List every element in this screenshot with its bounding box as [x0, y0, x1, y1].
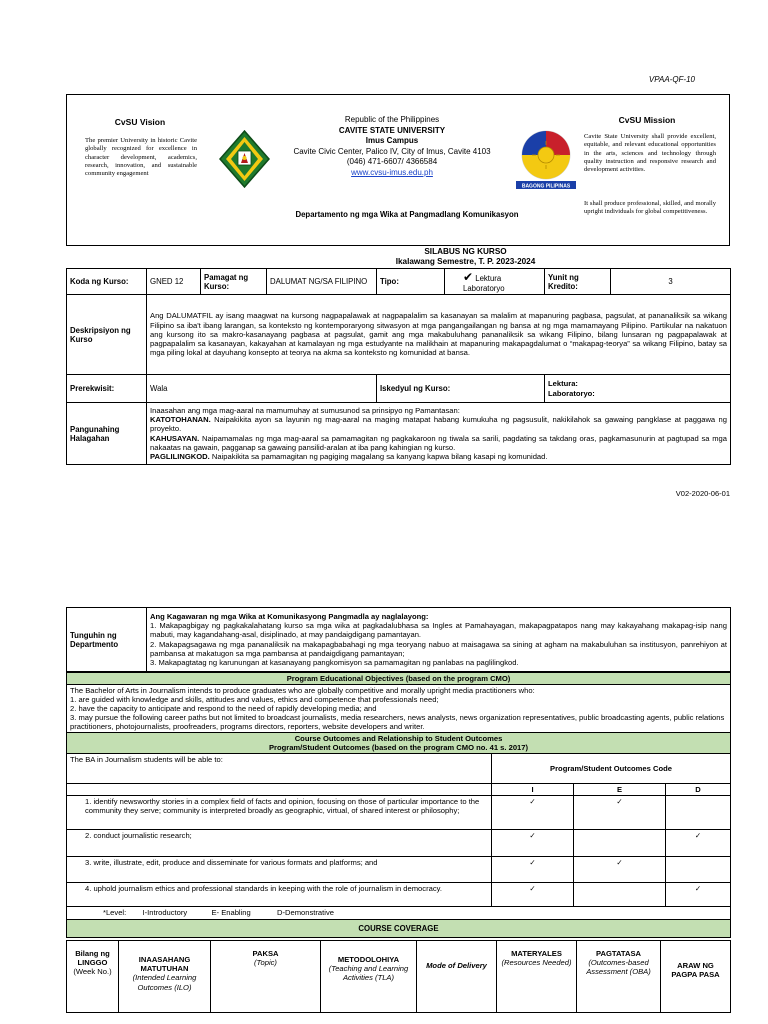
- peo-item-3: 3. may pursue the following career paths but not limited to broadcast journalists, media researchers, news analysts, news organization representatives, public broadcasting agents, public relations practitioners, photojournalists, proofreaders, programs directors, reporters, website developers and writer.: [70, 713, 725, 732]
- prereq-value: Wala: [147, 375, 377, 403]
- outcome-d: [666, 796, 731, 830]
- outcome-e: ✓: [574, 796, 666, 830]
- phone-line: (046) 471-6607/ 4366584: [346, 157, 438, 167]
- outcome-d: [666, 857, 731, 883]
- legend-enabling: E- Enabling: [211, 908, 251, 918]
- outcome-e: [574, 830, 666, 857]
- col-topic: [211, 941, 321, 1013]
- outcome-row: [67, 830, 731, 857]
- schedule-lab: Laboratoryo:: [548, 388, 595, 398]
- check-icon: ✔: [463, 270, 474, 284]
- syllabus-title: [201, 247, 730, 266]
- value-truth-head: KATOTOHANAN.: [150, 415, 211, 425]
- col-materials: [497, 941, 577, 1013]
- course-description: Ang DALUMATFIL ay isang maagwat na kursong nagpapalawak at nagpapalalim sa kasanayan sa malalim at mapanuring pagbasa, pagsulat, at pananaliksik sa wikang Filipino sa iba't ibang larangan, sa konteksto ng kontemporaryong sitwasyon at mga pangangailangan ng bansa at ng mga mamamayang Pilipino. Partikular na nakatuon ang kursong ito sa makro-kasanayang pagbasa at pagsulat, gamit ang mga makabuluhang pananaliksik sa wikang Filipino, bilang lunsaran ng pagpapalawak at pagpapalalim sa kasanayan, kakayahan at kamalayan ng mga estudyante na malikhain at mapanuring makapagdalumat o “makapag-teorya” sa wikang Filipino, batay sa mga piling lokal at dayuhang konsepto at teorya na akma sa konteksto ng komunidad at bansa.: [147, 295, 731, 375]
- col-ilo-sub: (Intended Learning Outcomes (ILO): [132, 973, 197, 992]
- value-truth-text: Naipakikita ayon sa layunin ng mag-aaral na maging matapat habang kumukuha ng pagsusulit, nakikilahok sa gawaing pangklase at paggawa ng proyekto.: [150, 415, 727, 434]
- outcome-text: 3. write, illustrate, edit, produce and disseminate for various formats and platforms; and: [67, 857, 492, 883]
- course-coverage-table: [66, 940, 731, 1013]
- university-name: CAVITE STATE UNIVERSITY: [338, 125, 446, 135]
- mission-text-2: It shall produce professional, skilled, and morally upright individuals for global competitiveness.: [584, 200, 716, 216]
- version-code: V02-2020-06-01: [675, 489, 730, 498]
- col-assessment-title: PAGTATASA: [596, 949, 641, 958]
- value-excellence-text: Naipamamalas ng mga mag-aaral sa pamamagitan ng pagkakaroon ng tiwala sa sarili, pagdating sa takdang oras, pagkamasunurin at pagtupad sa mga nakaatas na gawain, pagganap sa gawaing pansilid-aralan at iba pang kahingian ng kurso.: [150, 433, 727, 452]
- value-service: [150, 452, 727, 461]
- level-enabling: E: [574, 784, 666, 796]
- level-introductory: I: [492, 784, 574, 796]
- col-mode: Mode of Delivery: [417, 941, 497, 1013]
- vision-text: The premier University in historic Cavite globally recognized for excellence in character development, academics, research, innovation, and sustainable community engagement: [85, 137, 197, 178]
- outcome-text: 2. conduct journalistic research;: [67, 830, 492, 857]
- course-title: DALUMAT NG/SA FILIPINO: [267, 269, 377, 295]
- prereq-label: Prerekwisit:: [67, 375, 147, 403]
- description-label: Deskripsiyon ng Kurso: [67, 295, 147, 375]
- outcomes-table: [66, 672, 731, 938]
- value-truth: [150, 415, 727, 433]
- level-demonstrative: D: [666, 784, 731, 796]
- schedule-label: Iskedyul ng Kurso:: [377, 375, 545, 403]
- peo-intro: The Bachelor of Arts in Journalism intends to produce graduates who are globally competitive and morally upright media practitioners who:: [70, 686, 535, 696]
- col-week: [67, 941, 119, 1013]
- col-tla: [321, 941, 417, 1013]
- outcome-text: 4. uphold journalism ethics and professional standards in keeping with the role of journalism in democracy.: [67, 883, 492, 907]
- legend-demonstrative: D-Demonstrative: [277, 908, 334, 918]
- col-submission-date: ARAW NG PAGPA PASA: [661, 941, 731, 1013]
- peo-item-2: 2. have the capacity to anticipate and respond to the need of rapidly developing media; and: [70, 704, 377, 714]
- course-code: GNED 12: [147, 269, 201, 295]
- col-tla-sub: (Teaching and Learning Activities (TLA): [328, 964, 409, 983]
- core-values: [147, 403, 731, 465]
- course-title-label: Pamagat ng Kurso:: [201, 269, 267, 295]
- core-values-label: Pangunahing Halagahan: [67, 403, 147, 465]
- col-week-sub: (Week No.): [73, 967, 112, 977]
- col-ilo-title: INAASAHANG MATUTUHAN: [138, 955, 191, 974]
- outcomes-intro: The BA in Journalism students will be able to:: [67, 754, 492, 784]
- col-topic-title: PAKSA: [252, 949, 279, 958]
- value-service-text: Naipakikita sa pamamagitan ng pagiging magalang sa kanyang kapwa bilang kasapi ng komunidad.: [209, 451, 548, 461]
- type-label: Tipo:: [377, 269, 445, 295]
- document-code: VPAA-QF-10: [648, 75, 695, 84]
- outcome-d: ✓: [666, 830, 731, 857]
- bagong-pilipinas-logo: [512, 125, 580, 193]
- peo-text: [67, 685, 731, 733]
- peo-item-1: 1. are guided with knowledge and skills, attitudes and values, ethics and competence that professionals need;: [70, 695, 439, 705]
- type-lecture: Lektura: [475, 274, 502, 283]
- campus-name: Imus Campus: [365, 136, 419, 146]
- value-service-head: PAGLILINGKOD.: [150, 451, 210, 461]
- website-link[interactable]: www.cvsu-imus.edu.ph: [351, 167, 433, 177]
- type-lab: Laboratoryo: [463, 284, 505, 293]
- republic-line: Republic of the Philippines: [344, 115, 440, 124]
- outcome-i: ✓: [492, 883, 574, 907]
- department-goals: [147, 608, 731, 672]
- legend-level: *Level:: [103, 908, 127, 918]
- divider: [201, 245, 730, 246]
- outcome-e: [574, 883, 666, 907]
- level-spacer: [67, 784, 492, 796]
- semester-text: Ikalawang Semestre, T. P. 2023-2024: [395, 256, 536, 266]
- outcome-text: 1. identify newsworthy stories in a complex field of facts and opinion, focusing on those of particular importance to the community they serve; community is interpreted broadly as geographic, virtual, of shared interest or philosophy;: [67, 796, 492, 830]
- outcome-i: ✓: [492, 857, 574, 883]
- level-legend: [67, 907, 731, 919]
- department-goals-table: [66, 607, 731, 672]
- course-info-table: [66, 268, 731, 465]
- outcome-e: ✓: [574, 857, 666, 883]
- outcome-row: [67, 857, 731, 883]
- syllabus-title-text: SILABUS NG KURSO: [424, 247, 507, 256]
- units-label: Yunit ng Kredito:: [545, 269, 611, 295]
- course-coverage-heading: COURSE COVERAGE: [67, 919, 731, 937]
- type-value: [445, 269, 545, 295]
- outcome-row: [67, 796, 731, 830]
- col-tla-title: METODOLOHIYA: [337, 955, 400, 964]
- value-excellence-head: KAHUSAYAN.: [150, 433, 200, 443]
- bp-logo-text: BAGONG PILIPINAS: [521, 183, 571, 190]
- syllabus-header: [66, 94, 730, 246]
- outcome-i: ✓: [492, 830, 574, 857]
- outcome-d: ✓: [666, 883, 731, 907]
- schedule-lecture: Lektura:: [548, 379, 578, 389]
- mission-text: Cavite State University shall provide excellent, equitable, and relevant educational opportunities in the arts, sciences and technology through quality instruction and responsive research and development activities.: [584, 133, 716, 174]
- department-goal-2: 2. Makapagsagawa ng mga pananaliksik na makapagbabahagi ng mga teoryang nabuo at maisagawa sa sining at agham na makabuluhan sa institusyon, panrehiyon at pambansa at makatugon sa mga pambansa at pandaigdigang pamantayan;: [150, 639, 727, 658]
- department-goals-heading: Ang Kagawaran ng mga Wika at Komunikasyong Pangmadla ay naglalayong:: [150, 611, 429, 621]
- outcomes-code-header: Program/Student Outcomes Code: [492, 754, 731, 784]
- col-assessment: [577, 941, 661, 1013]
- outcome-i: ✓: [492, 796, 574, 830]
- course-code-label: Koda ng Kurso:: [67, 269, 147, 295]
- outcomes-heading: [67, 733, 731, 754]
- outcomes-heading-2: Program/Student Outcomes (based on the program CMO no. 41 s. 2017): [268, 743, 529, 753]
- units-value: 3: [611, 269, 731, 295]
- col-materials-sub: (Resources Needed): [501, 958, 572, 968]
- department-goals-label: Tunguhin ng Departmento: [67, 608, 147, 672]
- peo-heading: Program Educational Objectives (based on the program CMO): [67, 673, 731, 685]
- department-goal-3: 3. Makapagtatag ng karunungan at kasanayang pangkomisyon sa pamamagitan ng panlabas na paglilingkod.: [150, 657, 519, 667]
- col-assessment-sub: (Outcomes-based Assessment (OBA): [586, 958, 651, 977]
- university-info: [272, 115, 512, 179]
- department-name: Departamento ng mga Wika at Pangmadlang Komunikasyon: [295, 210, 519, 219]
- outcome-row: [67, 883, 731, 907]
- department-goal-1: 1. Makapagbigay ng pagkakalahatang kurso sa mga wika at pagkadalubhasa sa Ingles at Pamahayagan, makapagpatapos nang may kakayahang makapag-isip nang mabuti, may kagandahang-asal, disiplinado, at may pandaigdigang pamantayan.: [150, 621, 727, 640]
- col-topic-sub: (Topic): [254, 958, 277, 968]
- value-excellence: [150, 434, 727, 452]
- cvsu-seal-logo: [217, 129, 272, 189]
- mission-title: CvSU Mission: [618, 115, 676, 125]
- divider-left: [66, 245, 80, 246]
- col-materials-title: MATERYALES: [511, 949, 562, 958]
- col-week-title: Bilang ng LINGGO: [75, 949, 110, 968]
- col-ilo: [119, 941, 211, 1013]
- core-values-intro: Inaasahan ang mga mag-aaral na mamumuhay at sumusunod sa prinsipyo ng Pamantasan:: [150, 405, 460, 415]
- legend-introductory: I-Introductory: [142, 908, 188, 918]
- address-line: Cavite Civic Center, Palico IV, City of Imus, Cavite 4103: [293, 146, 491, 156]
- vision-title: CvSU Vision: [114, 117, 166, 127]
- schedule-value: [545, 375, 731, 403]
- outcomes-heading-1: Course Outcomes and Relationship to Student Outcomes: [294, 734, 503, 744]
